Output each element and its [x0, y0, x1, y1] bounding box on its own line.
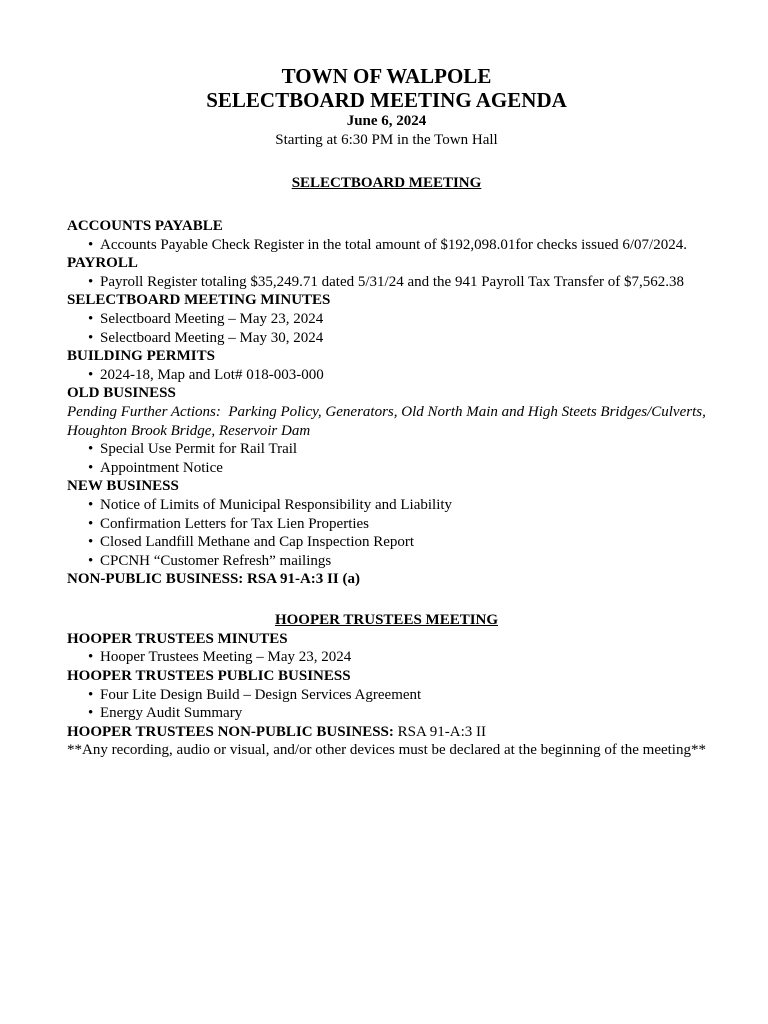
town-title: TOWN OF WALPOLE: [281, 64, 492, 88]
bullet-icon: •: [88, 273, 94, 290]
selectboard-meeting-heading: SELECTBOARD MEETING: [291, 175, 482, 191]
recording-devices-note: **Any recording, audio or visual, and/or other devices must be declared at the beginning of the meeting**: [67, 742, 706, 759]
bullet-icon: •: [88, 329, 94, 346]
agenda-bullet-item: [67, 329, 706, 348]
hooper-trustees-meeting-body: [67, 630, 706, 760]
bullet-icon: •: [88, 686, 94, 703]
document-header: [67, 64, 706, 150]
agenda-section-heading: [67, 723, 706, 742]
bullet-icon: •: [88, 552, 94, 569]
agenda-bullet-item: [67, 533, 706, 552]
agenda-bullet-item: [67, 686, 706, 705]
agenda-section-heading: HOOPER TRUSTEES PUBLIC BUSINESS: [67, 668, 351, 685]
bullet-text: Notice of Limits of Municipal Responsibility and Liability: [100, 496, 453, 513]
bullet-text: Special Use Permit for Rail Trail: [100, 441, 298, 458]
bullet-icon: •: [88, 310, 94, 327]
agenda-bullet-item: [67, 496, 706, 515]
hooper-trustees-meeting-heading: HOOPER TRUSTEES MEETING: [274, 611, 499, 628]
agenda-section-heading: PAYROLL: [67, 255, 138, 272]
heading-bold-text: HOOPER TRUSTEES NON-PUBLIC BUSINESS:: [67, 723, 394, 740]
agenda-bullet-item: [67, 515, 706, 534]
agenda-section-heading: NEW BUSINESS: [67, 478, 179, 495]
bullet-text: Hooper Trustees Meeting – May 23, 2024: [100, 649, 352, 666]
agenda-bullet-item: [67, 236, 706, 255]
agenda-section-heading: ACCOUNTS PAYABLE: [67, 218, 223, 234]
pending-actions-note: Pending Further Actions: Parking Policy, Generators, Old North Main and High Steets Bridges/Culverts, Houghton Brook Bridge, Reservoir Dam: [67, 403, 710, 439]
bullet-icon: •: [88, 705, 94, 722]
bullet-text: Confirmation Letters for Tax Lien Properties: [100, 515, 370, 532]
bullet-text: Payroll Register totaling $35,249.71 dated 5/31/24 and the 941 Payroll Tax Transfer of $7,562.38: [100, 273, 685, 290]
agenda-bullet-item: [67, 459, 706, 478]
bullet-text: Selectboard Meeting – May 23, 2024: [100, 310, 324, 327]
agenda-bullet-item: [67, 273, 706, 292]
bullet-text: Four Lite Design Build – Design Services Agreement: [100, 686, 422, 703]
heading-regular-text: RSA 91-A:3 II: [393, 723, 486, 740]
agenda-bullet-item: [67, 366, 706, 385]
bullet-icon: •: [88, 515, 94, 532]
agenda-section-heading: SELECTBOARD MEETING MINUTES: [67, 292, 331, 309]
agenda-section-heading: OLD BUSINESS: [67, 385, 176, 402]
bullet-icon: •: [88, 236, 94, 253]
bullet-icon: •: [88, 366, 94, 383]
agenda-section-heading: NON-PUBLIC BUSINESS: RSA 91-A:3 II (a): [67, 571, 360, 588]
bullet-icon: •: [88, 534, 94, 551]
bullet-text: Selectboard Meeting – May 30, 2024: [100, 329, 324, 346]
bullet-icon: •: [88, 441, 94, 458]
bullet-icon: •: [88, 649, 94, 666]
meeting-location: Starting at 6:30 PM in the Town Hall: [275, 132, 498, 148]
agenda-bullet-item: [67, 552, 706, 571]
bullet-icon: •: [88, 459, 94, 476]
bullet-text: Accounts Payable Check Register in the total amount of $192,098.01for checks issued 6/07/2024.: [100, 236, 687, 253]
bullet-text: CPCNH “Customer Refresh” mailings: [100, 552, 332, 569]
agenda-bullet-item: [67, 704, 706, 723]
bullet-text: Closed Landfill Methane and Cap Inspection Report: [100, 534, 415, 551]
meeting-date: June 6, 2024: [346, 113, 427, 129]
agenda-section-heading: HOOPER TRUSTEES MINUTES: [67, 630, 288, 647]
selectboard-meeting-body: [67, 217, 710, 589]
agenda-bullet-item: [67, 440, 706, 459]
bullet-text: 2024-18, Map and Lot# 018-003-000: [100, 366, 324, 383]
agenda-bullet-item: [67, 648, 706, 667]
agenda-title: SELECTBOARD MEETING AGENDA: [206, 88, 567, 112]
agenda-bullet-item: [67, 310, 706, 329]
bullet-icon: •: [88, 496, 94, 513]
agenda-section-heading: BUILDING PERMITS: [67, 348, 215, 365]
bullet-text: Appointment Notice: [100, 459, 223, 476]
bullet-text: Energy Audit Summary: [100, 705, 243, 722]
